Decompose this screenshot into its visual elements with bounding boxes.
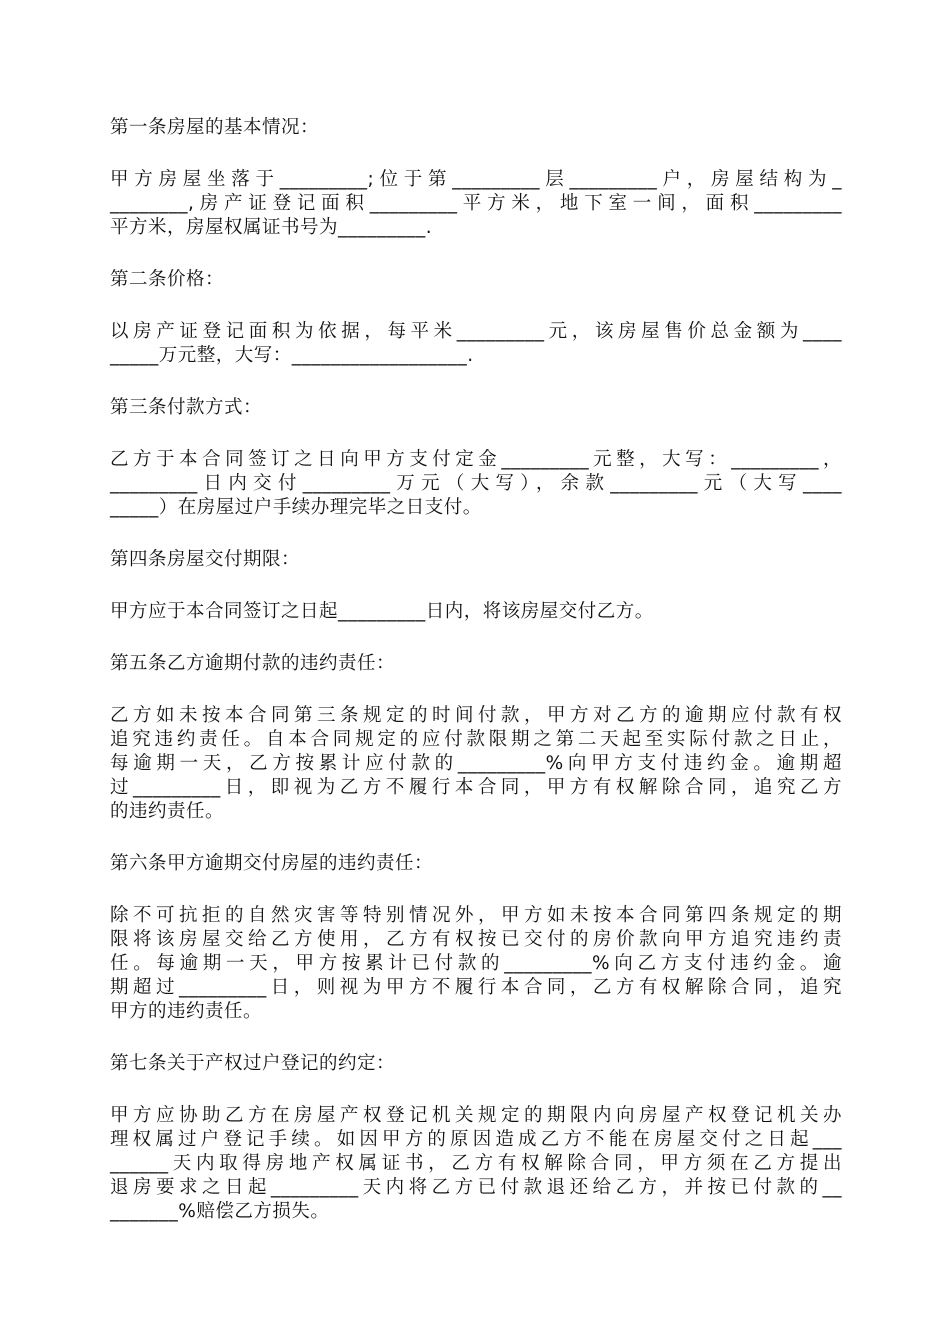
text-line: _____）在房屋过户手续办理完毕之日支付。: [110, 497, 482, 518]
text-line: 以房产证登记面积为依据，每平米_________元，该房屋售价总金额为____: [110, 321, 842, 342]
text-line: 除不可抗拒的自然灾害等特别情况外，甲方如未按本合同第四条规定的期: [110, 905, 842, 926]
text-line: 平方米，房屋权属证书号为_________.: [110, 217, 433, 238]
text-line: 甲方应于本合同签订之日起_________日内，将该房屋交付乙方。: [110, 601, 654, 622]
text-line: ________,房产证登记面积_________平方米，地下室一间，面积_________: [110, 193, 842, 214]
text-line: 的违约责任。: [110, 801, 225, 822]
section-2-body: [110, 320, 842, 368]
text-line: 任。每逾期一天，甲方按累计已付款的_________%向乙方支付违约金。逾: [110, 953, 842, 974]
text-line: 每逾期一天，乙方按累计应付款的_________%向甲方支付违约金。逾期超: [110, 753, 842, 774]
text-line: 甲方的违约责任。: [110, 1001, 263, 1022]
text-line: _______%赔偿乙方损失。: [110, 1201, 330, 1222]
text-line: _____万元整，大写：__________________.: [110, 345, 474, 366]
text-line: 乙方如未按本合同第三条规定的时间付款，甲方对乙方的逾期应付款有权: [110, 705, 842, 726]
section-4-body: [110, 600, 842, 624]
text-line: 限将该房屋交给乙方使用，乙方有权按已交付的房价款向甲方追究违约责: [110, 929, 842, 950]
text-line: 甲方房屋坐落于_________;位于第_________层_________户，房屋结构为_: [110, 169, 842, 190]
section-4-heading: 第四条房屋交付期限：: [110, 549, 301, 570]
text-line: 过_________日，即视为乙方不履行本合同，甲方有权解除合同，追究乙方: [110, 777, 842, 798]
text-line: 乙方于本合同签订之日向甲方支付定金_________元整，大写：_________，: [110, 449, 842, 470]
section-5-body: [110, 704, 842, 824]
section-7-body: [110, 1104, 842, 1224]
text-line: _________日内交付_________万元（大写），余款_________元（大写____: [110, 473, 842, 494]
section-6-heading: 第六条甲方逾期交付房屋的违约责任：: [110, 853, 434, 874]
section-3-body: [110, 448, 842, 520]
text-line: 退房要求之日起_________天内将乙方已付款退还给乙方，并按已付款的__: [110, 1177, 842, 1198]
text-line: ______天内取得房地产权属证书，乙方有权解除合同，甲方须在乙方提出: [110, 1153, 842, 1174]
section-1-heading: 第一条房屋的基本情况：: [110, 117, 320, 138]
section-1-body: [110, 168, 842, 240]
text-line: 甲方应协助乙方在房屋产权登记机关规定的期限内向房屋产权登记机关办: [110, 1105, 842, 1126]
text-line: 理权属过户登记手续。如因甲方的原因造成乙方不能在房屋交付之日起___: [110, 1129, 842, 1150]
section-7-heading: 第七条关于产权过户登记的约定：: [110, 1053, 396, 1074]
section-5-heading: 第五条乙方逾期付款的违约责任：: [110, 653, 396, 674]
section-6-body: [110, 904, 842, 1024]
text-line: 追究违约责任。自本合同规定的应付款限期之第二天起至实际付款之日止，: [110, 729, 842, 750]
section-3-heading: 第三条付款方式：: [110, 397, 263, 418]
text-line: 期超过_________日，则视为甲方不履行本合同，乙方有权解除合同，追究: [110, 977, 842, 998]
section-2-heading: 第二条价格：: [110, 269, 225, 290]
contract-document: [110, 116, 842, 1252]
